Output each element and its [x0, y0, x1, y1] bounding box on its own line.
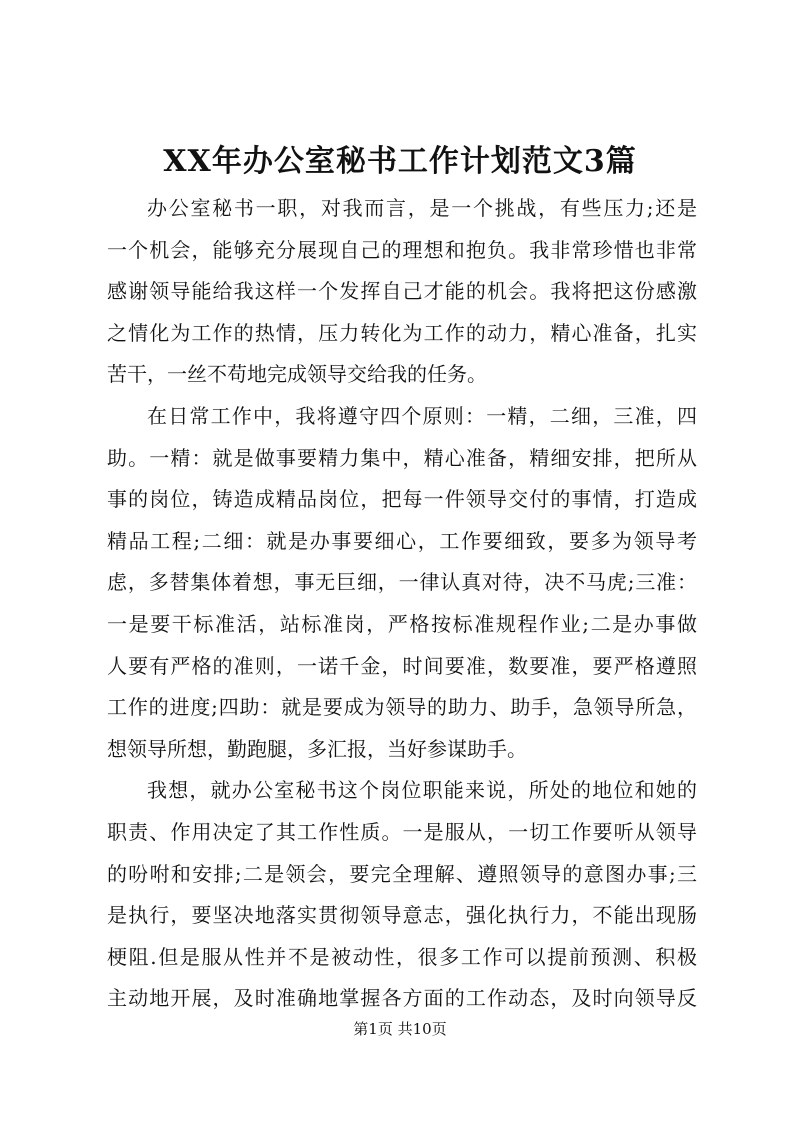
text-line: 精品工程;二细：就是办事要细心，工作要细致，要多为领导考	[107, 528, 697, 553]
text-line: 是执行，要坚决地落实贯彻领导意志，强化执行力，不能出现肠	[107, 903, 697, 928]
text-line: 苦干，一丝不苟地完成领导交给我的任务。	[107, 362, 487, 387]
text-line: 工作的进度;四助：就是要成为领导的助力、助手，急领导所急，	[107, 695, 697, 720]
text-line: 一个机会，能够充分展现自己的理想和抱负。我非常珍惜也非常	[107, 237, 697, 262]
text-line: 想领导所想，勤跑腿，多汇报，当好参谋助手。	[107, 736, 527, 761]
text-line: 主动地开展，及时准确地掌握各方面的工作动态，及时向领导反	[107, 986, 697, 1011]
document-body	[107, 188, 697, 1020]
text-line: 之情化为工作的热情，压力转化为工作的动力，精心准备，扎实	[107, 320, 697, 345]
text-line: 办公室秘书一职，对我而言，是一个挑战，有些压力;还是	[147, 196, 697, 220]
text-line: 的吩咐和安排;二是领会，要完全理解、遵照领导的意图办事;三	[107, 861, 697, 886]
text-line: 人要有严格的准则，一诺千金，时间要准，数要准，要严格遵照	[107, 653, 697, 678]
paragraph-3	[107, 770, 697, 1020]
text-line: 在日常工作中，我将遵守四个原则：一精，二细，三准，四	[147, 403, 697, 428]
text-line: 职责、作用决定了其工作性质。一是服从，一切工作要听从领导	[107, 819, 697, 844]
text-line: 助。一精：就是做事要精力集中，精心准备，精细安排，把所从	[107, 445, 697, 470]
paragraph-2	[107, 396, 697, 770]
text-line: 一是要干标准活，站标准岗，严格按标准规程作业;二是办事做	[107, 611, 697, 636]
text-line: 梗阻.但是服从性并不是被动性，很多工作可以提前预测、积极	[107, 944, 697, 969]
page-footer: 第1页 共10页	[353, 1020, 447, 1038]
text-line: 我想，就办公室秘书这个岗位职能来说，所处的地位和她的	[147, 778, 697, 803]
text-line: 感谢领导能给我这样一个发挥自己才能的机会。我将把这份感激	[107, 279, 697, 304]
text-line: 虑，多替集体着想，事无巨细，一律认真对待，决不马虎;三准：	[107, 570, 697, 595]
paragraph-1	[107, 188, 697, 396]
text-line: 事的岗位，铸造成精品岗位，把每一件领导交付的事情，打造成	[107, 487, 697, 512]
document-title: XX年办公室秘书工作计划范文3篇	[163, 144, 637, 179]
